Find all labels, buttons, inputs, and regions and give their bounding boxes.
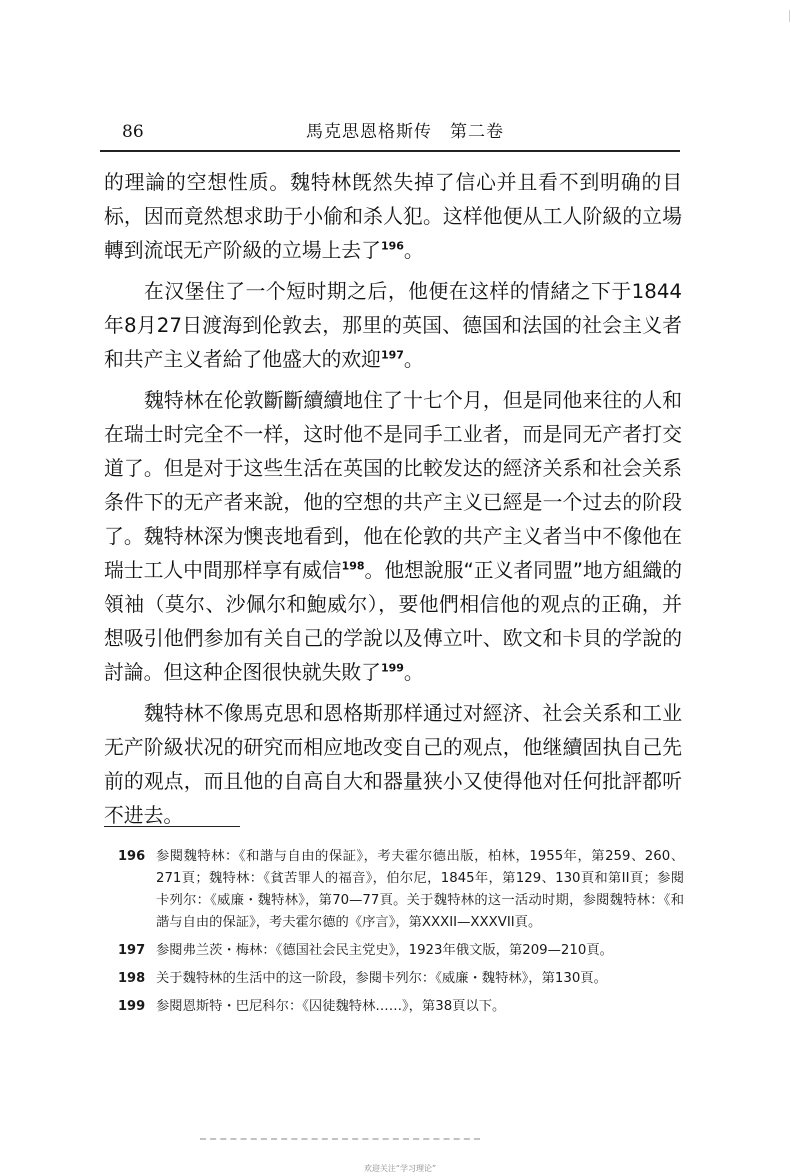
body-text bbox=[104, 166, 682, 840]
footnote-number: 197 bbox=[118, 943, 146, 958]
footnote bbox=[118, 846, 684, 934]
footnote-number: 199 bbox=[118, 999, 146, 1014]
paragraph-text-continued: 。他想說服“正义者同盟”地方組織的領袖（莫尔、沙佩尔和鮑威尔），要他們相信他的观点的正确，并想吸引他們参加有关自己的学說以及傅立叶、欧文和卡貝的学說的討論。但这种企图很快就失敗了 bbox=[104, 559, 682, 684]
footnote-text: 参閱魏特林：《和諧与自由的保証》，考夫霍尔德出版，柏林，1955年，第259、260、271頁；魏特林：《貧苦罪人的福音》，伯尔尼，1845年，第129、130頁和第II頁；参閱卡列尔：《威廉・魏特林》，第70—77頁。关于魏特林的这一活动时期，参閱魏特林：《和諧与自由的保証》，考夫霍尔德的《序言》，第XXXII—XXXVII頁。 bbox=[156, 849, 684, 930]
footnote-text: 参閱弗兰茨・梅林：《德国社会民主党史》，1923年俄文版，第209—210頁。 bbox=[156, 943, 613, 958]
paragraph bbox=[104, 166, 682, 268]
footnote-text: 关于魏特林的生活中的这一阶段，参閱卡列尔：《威廉・魏特林》，第130頁。 bbox=[156, 971, 607, 986]
footnote-ref[interactable]: 197 bbox=[380, 348, 404, 362]
header-rule bbox=[100, 150, 680, 152]
paragraph bbox=[104, 697, 682, 833]
paragraph-text: 的理論的空想性质。魏特林旣然失掉了信心并且看不到明确的目标，因而竟然想求助于小偷和杀人犯。这样他便从工人阶級的立場轉到流氓无产阶級的立場上去了 bbox=[104, 171, 682, 262]
footnote bbox=[118, 996, 684, 1018]
scan-edge-mark bbox=[783, 10, 790, 22]
watermark: 欢迎关注“学习理论” bbox=[363, 1164, 437, 1173]
footnote-number: 198 bbox=[118, 971, 146, 986]
running-title: 馬克思恩格斯传 第二卷 bbox=[306, 122, 504, 142]
paragraph-end: 。 bbox=[403, 661, 424, 684]
footnote-text: 参閱恩斯特・巴尼科尔：《囚徒魏特林……》，第38頁以下。 bbox=[156, 999, 506, 1014]
paragraph-end: 。 bbox=[403, 239, 424, 262]
footnotes bbox=[118, 846, 684, 1024]
scan-artifact bbox=[200, 1138, 480, 1140]
footnote-ref[interactable]: 198 bbox=[341, 559, 365, 573]
paragraph-text: 在汉堡住了一个短时期之后，他便在这样的情緒之下于1844年8月27日渡海到伦敦去，那里的英国、德国和法国的社会主义者和共产主义者給了他盛大的欢迎 bbox=[104, 280, 682, 371]
footnote-number: 196 bbox=[118, 849, 146, 864]
footnote-ref[interactable]: 199 bbox=[380, 661, 404, 675]
paragraph-text: 魏特林在伦敦斷斷續續地住了十七个月，但是同他来往的人和在瑞士时完全不一样，这时他不是同手工业者，而是同无产者打交道了。但是对于这些生活在英国的比較发达的經济关系和社会关系条件下的无产者来說，他的空想的共产主义已經是一个过去的阶段了。魏特林深为懊丧地看到，他在伦敦的共产主义者当中不像他在瑞士工人中間那样享有威信 bbox=[104, 389, 682, 582]
footnote bbox=[118, 940, 684, 962]
paragraph-end: 。 bbox=[403, 348, 424, 371]
paragraph bbox=[104, 384, 682, 690]
paragraph-text: 魏特林不像馬克思和恩格斯那样通过对經济、社会关系和工业无产阶級状况的研究而相应地改变自己的观点，他继續固执自己先前的观点，而且他的自高自大和器量狭小又使得他对任何批評都听不进去。 bbox=[104, 702, 682, 827]
page-number: 86 bbox=[122, 122, 144, 142]
footnote-rule bbox=[104, 826, 240, 827]
page-header bbox=[100, 118, 680, 146]
paragraph bbox=[104, 275, 682, 377]
footnote-ref[interactable]: 196 bbox=[380, 239, 404, 253]
footnote bbox=[118, 968, 684, 990]
